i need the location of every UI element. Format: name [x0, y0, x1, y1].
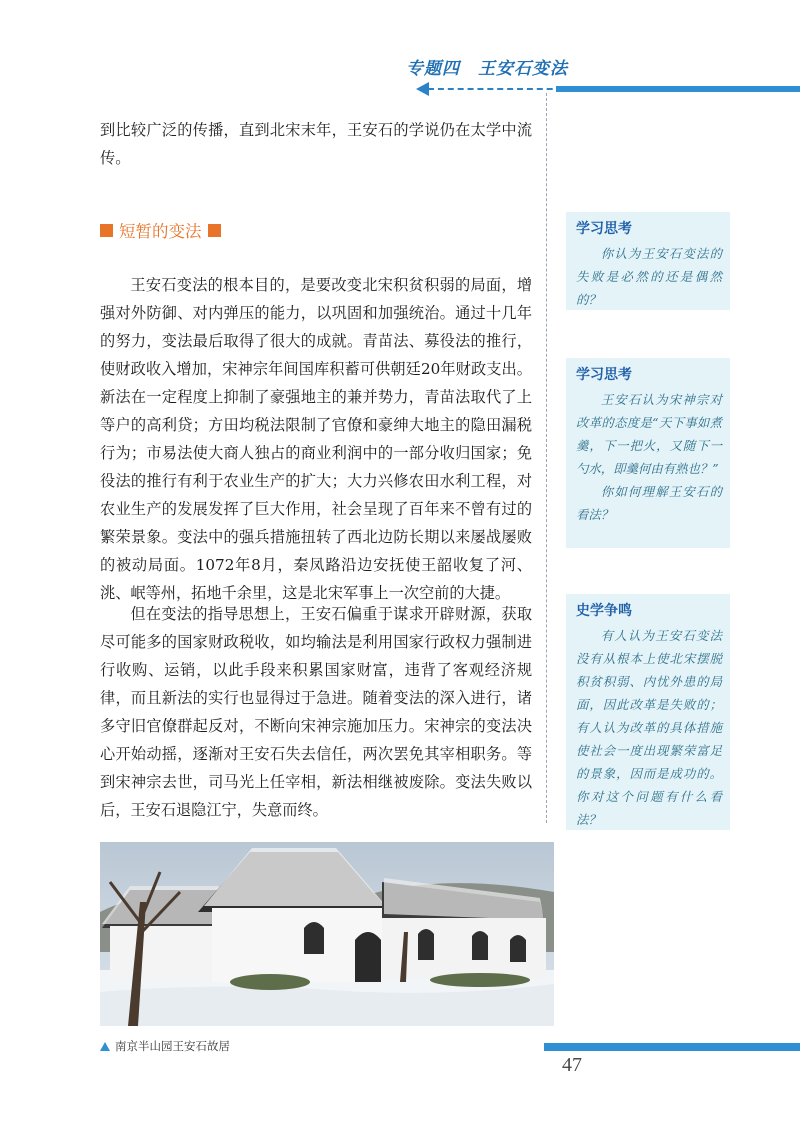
- body-paragraph-2: 但在变法的指导思想上，王安石偏重于谋求开辟财源，获取尽可能多的国家财政税收，如均输法是利用国家行政权力强制进行收购、运销，以此手段来积累国家财富，违背了客观经济规律，而且新法的实行也显得过于急进。随着变法的深入进行，诸多守旧官僚群起反对，不断向宋神宗施加压力。宋神宗的变法决心开始动摇，逐渐对王安石失去信任，两次罢免其宰相职务。等到宋神宗去世，司马光上任宰相，新法相继被废除。变法失败以后，王安石退隐江宁，失意而终。: [100, 605, 532, 819]
- study-think-box-1: [566, 212, 730, 310]
- body-paragraph-1: 王安石变法的根本目的，是要改变北宋积贫积弱的局面，增强对外防御、对内弹压的能力，以巩固和加强统治。通过十几年的努力，变法最后取得了很大的成就。青苗法、募役法的推行，使财政收入增加，宋神宗年间国库积蓄可供朝廷20年财政支出。新法在一定程度上抑制了豪强地主的兼并势力，青苗法取代了上等户的高利贷；方田均税法限制了官僚和豪绅大地主的隐田漏税行为；市易法使大商人独占的商业利润中的一部分收归国家；免役法的推行有利于农业生产的扩大；大力兴修农田水利工程，对农业生产的发展发挥了巨大作用，社会呈现了百年来不曾有过的繁荣景象。变法中的强兵措施扭转了西北边防长期以来屡战屡败的被动局面。1072年8月，秦凤路沿边安抚使王韶收复了河、洮、岷等州，拓地千余里，这是北宋军事上一次空前的大捷。: [100, 276, 532, 602]
- sidebox-text: 有人认为王安石变法没有从根本上使北宋摆脱积贫积弱、内忧外患的局面，因此改革是失败的；有人认为改革的具体措施使社会一度出现繁荣富足的景象，因而是成功的。你对这个问题有什么看法？: [576, 628, 722, 827]
- square-bullet-icon: [100, 224, 113, 237]
- caption-text: 南京半山园王安石故居: [115, 1039, 230, 1053]
- sidebox-text-question: 你如何理解王安石的看法？: [576, 484, 722, 522]
- house-photo: [100, 842, 554, 1026]
- intro-paragraph: 到比较广泛的传播，直到北宋末年，王安石的学说仍在太学中流传。: [100, 121, 532, 167]
- triangle-icon: [100, 1042, 110, 1051]
- column-divider: [546, 93, 547, 823]
- sidebox-text-quote: 王安石认为宋神宗对改革的态度是“天下事如煮羹，下一把火，又随下一勺水，即羹何由有熟也？”: [576, 392, 722, 476]
- sidebox-title: 史学争鸣: [576, 603, 632, 619]
- header-arrow-icon: [416, 82, 429, 96]
- sidebox-title: 学习思考: [576, 367, 632, 383]
- sidebox-text: 你认为王安石变法的失败是必然的还是偶然的？: [576, 246, 722, 307]
- square-bullet-icon: [208, 224, 221, 237]
- sidebox-title: 学习思考: [576, 221, 632, 237]
- section-heading: [100, 218, 221, 242]
- chapter-header-title: 专题四 王安石变法: [406, 59, 568, 79]
- study-think-box-2: [566, 358, 730, 548]
- scholarly-debate-box: [566, 594, 730, 830]
- page-number: 47: [562, 1054, 582, 1076]
- photo-caption: [100, 1038, 230, 1054]
- header-blue-bar: [556, 86, 800, 92]
- footer-blue-bar: [544, 1043, 800, 1051]
- section-heading-text: 短暂的变法: [119, 222, 202, 241]
